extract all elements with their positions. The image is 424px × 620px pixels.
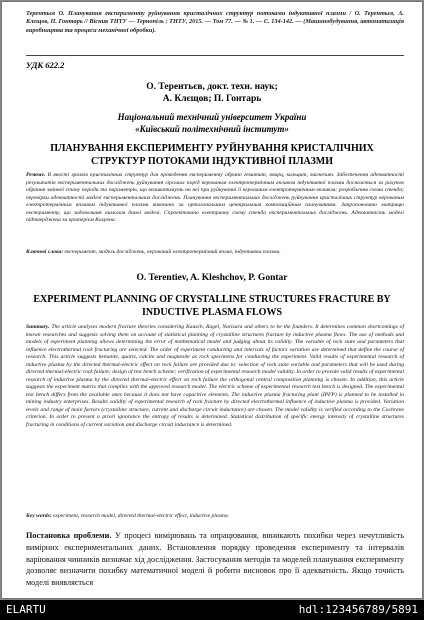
repository-name: ELARTU <box>6 603 46 616</box>
abstract-en-lead: Summary. <box>26 324 50 330</box>
citation-block: Терентьєв О. Планування експерименту руйнування кристалічних структур потоками індуктивної плазми / О. Терентьєв, А. Клєщов, П. Гонтарь // Вісник ТНТУ — Тернопіль : ТНТУ, 2015. — Том 77. — № 1. — С. 134-142. — (Машинобудування, автоматизація виробництва та процеси механічної обробки). <box>26 10 404 34</box>
authors-ua <box>2 81 422 105</box>
authors-ua-line1: О. Терентьєв, докт. техн. наук; <box>146 82 278 92</box>
abstract-ua-lead: Резюме. <box>26 172 46 178</box>
document-page <box>2 2 422 598</box>
handle-id: hdl:123456789/5891 <box>298 603 418 616</box>
authors-ua-line2: А. Клєщов; П. Гонтарь <box>162 94 262 104</box>
footer-bar <box>0 600 424 620</box>
abstract-ua <box>26 172 404 225</box>
body-paragraph <box>26 530 404 589</box>
udk-code: УДК 622.2 <box>26 60 65 70</box>
abstract-ua-text: В якості зразків кристалічних структур для проведення експерименту обрано гематит, кварц, кальцит, магнезит. Забезпечення адекватності результатів експериментальних досліджень руйнування гірських порід керованим електротермічним впливом індуктивної плазми досягається за рахунок обрання змінної стану породи та параметрів, що впливатимуть на неї при руйнуванні її керованим електротермічним впливом; розроблення схеми стенда; перевірки адекватності моделі експериментальних досліджень. Планування експериментальних досліджень руйнування кристалічних структур керованим електротермічним впливом індуктивної плазми виконано за ортогональним центральним композиційним плануванням. Запропоновано матрицю експерименту, що задовольняє вимогам даної моделі. Спроектовано електричну схему стенда експериментальних досліджень. Адекватність моделі підтверджена за критерієм Кохрена. <box>26 172 404 223</box>
keywords-ua-lead: Ключові слова: <box>26 249 64 255</box>
keywords-ua-text: експеримент, модель досліджень, керований електротермічний вплив, індуктивна плазма. <box>64 249 281 255</box>
abstract-en-text: The article analyses modern fracture theories considering Kausch, Ragel, Narisara and others to be the founders. It determines common shortcomings of known researches and suggests solving them on account of statistical planning of crystalline structures fracture by inductive plasma flows. The use of methods and models of experiment planning allows determining the error of mathematical model and judging about its validity. The variable of rock state and parameters that influence electrothermal rock fracturing are selected. The order of experiment conducting and intervals of factors variation are determined that define the course of research. This article suggests hematite, quartz, calcite and magnesite as rock specimens for conducting the experiment. Valid results of experimental research of inductive plasma by the directed thermal-electric effect on rock failure are provided due to: selection of rock state variable and parameters that will be used during directed thermal-electric rock failure; design of test bench scheme; verification of experimental research model validity. In order to provide valid results of experimental research of inductive plasma by the directed thermal-electric effect on rock failure the orthogonal central composition planning is chosen. In addition, this article suggests the experiment matrix that complies with the approved research model. The electric scheme of experimental research test bench is designed. The experimental test bench differs from the available ones because it does not have capacitive elements. The inductive plasma fracturing plant (IPFP) is planned to be installed in mining industry enterprises. Results validity of experimental research of rock fracture by directed electrothermal influence of inductive plasma is provided. Variation levels and range of main factors (crystalline structure, current and discharge circuit inductance) are chosen. The model validity is verified according to the Cochrane criterion. In order to prevent a priori ignorance the entropy of results is determined. Statistical distribution of specific energy intensity of crystalline structures fracturing in conditions of current variation and discharge circuit inductance is determined. <box>26 324 405 428</box>
header-rule <box>26 55 404 56</box>
institution <box>2 112 422 135</box>
keywords-en-text: experiment, research model, directed thermal-electric effect, inductive plasma. <box>53 513 230 519</box>
body-lead: Постановка проблеми. <box>26 531 112 540</box>
keywords-en <box>26 513 404 521</box>
authors-en: O. Terentiev, A. Kleshchov, P. Gontar <box>136 273 288 283</box>
institution-line2: «Київський політехнічний інститут» <box>135 123 289 134</box>
body-text: У процесі вимірювань та опрацювання, виникають похибки через нечутливість вимірних експериментальних даних. Встановлення порядку проведення експерименту та інтервалів варіювання чинників визначає хід дослідження. Застосування методів та моделей планування експерименту дозволяє визначити похибку математичної моделі й робити висновок про її адекватність. Якщо точність моделі виявляється <box>26 531 404 588</box>
title-ua: ПЛАНУВАННЯ ЕКСПЕРИМЕНТУ РУЙНУВАННЯ КРИСТАЛІЧНИХ СТРУКТУР ПОТОКАМИ ІНДУКТИВНОЇ ПЛАЗМИ <box>50 143 374 167</box>
institution-line1: Національний технічний університет України <box>117 112 307 122</box>
keywords-en-lead: Key words: <box>26 513 52 519</box>
title-en: EXPERIMENT PLANNING OF CRYSTALLINE STRUCTURES FRACTURE BY INDUCTIVE PLASMA FLOWS <box>33 294 391 318</box>
abstract-en <box>26 324 404 429</box>
keywords-ua <box>26 249 404 257</box>
